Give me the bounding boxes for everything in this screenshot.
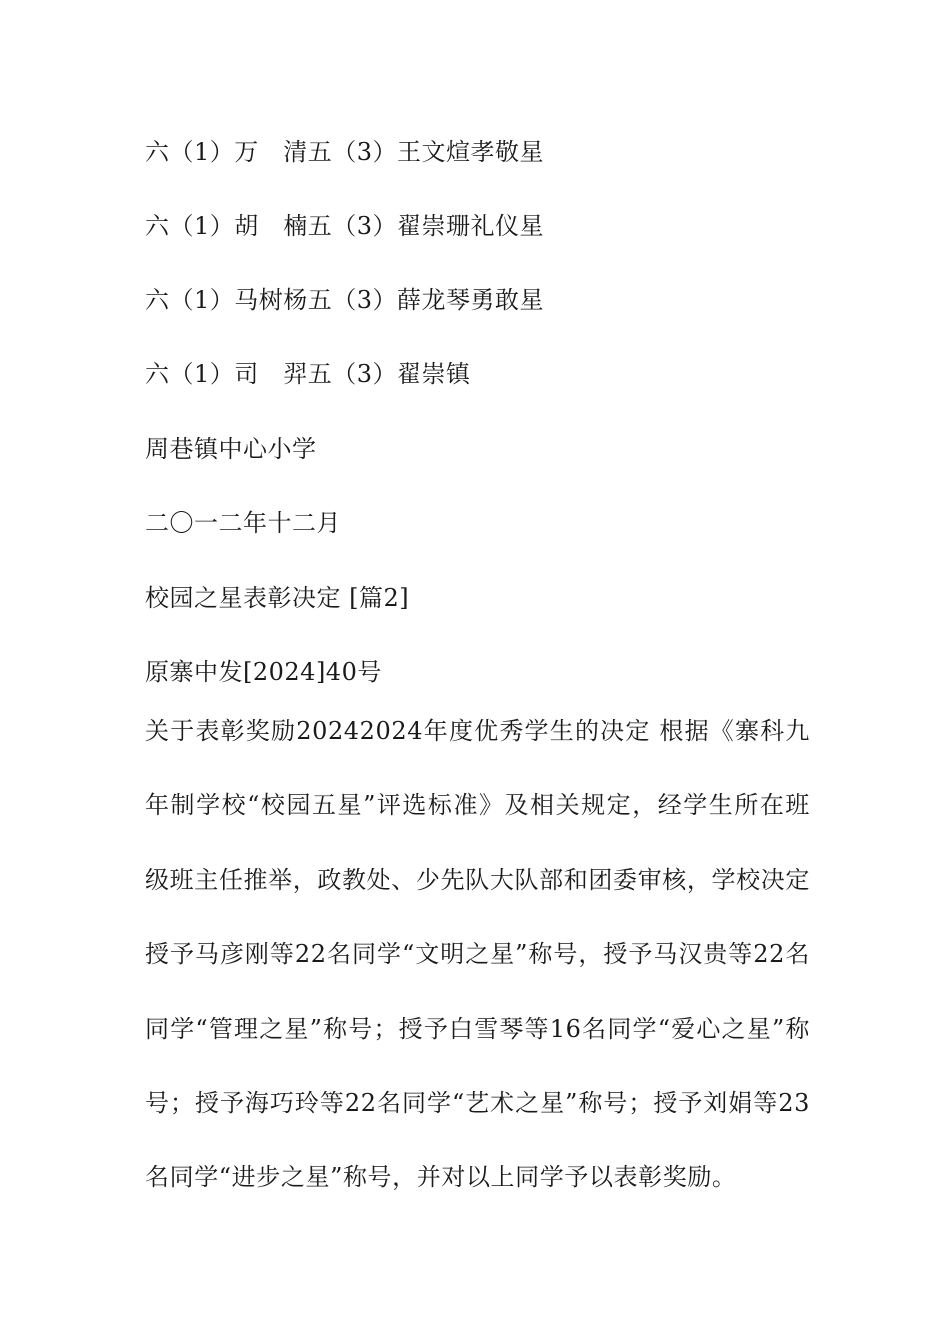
award-list-item: 六（1）胡 楠五（3）翟崇珊礼仪星 [145, 212, 545, 240]
issue-date: 二〇一二年十二月 [145, 509, 341, 537]
document-number: 原寨中发[2024]40号 [145, 658, 382, 686]
award-list-item: 六（1）马树杨五（3）薛龙琴勇敢星 [145, 286, 545, 314]
section-title: 校园之星表彰决定 [篇2] [145, 584, 410, 612]
body-paragraph: 关于表彰奖励20242024年度优秀学生的决定 根据《寨科九年制学校“校园五星”评选标准》及相关规定，经学生所在班级班主任推举，政教处、少先队大队部和团委审核，学校决定授予马彦刚等22名同学“文明之星”称号，授予马汉贵等22名同学“管理之星”称号；授予白雪琴等16名同学“爱心之星”称号；授予海巧玲等22名同学“艺术之星”称号；授予刘娟等23名同学“进步之星”称号，并对以上同学予以表彰奖励。 [145, 717, 810, 1192]
award-list-item: 六（1）司 羿五（3）翟崇镇 [145, 360, 471, 388]
award-list-item: 六（1）万 清五（3）王文煊孝敬星 [145, 138, 545, 166]
school-name: 周巷镇中心小学 [145, 435, 317, 463]
